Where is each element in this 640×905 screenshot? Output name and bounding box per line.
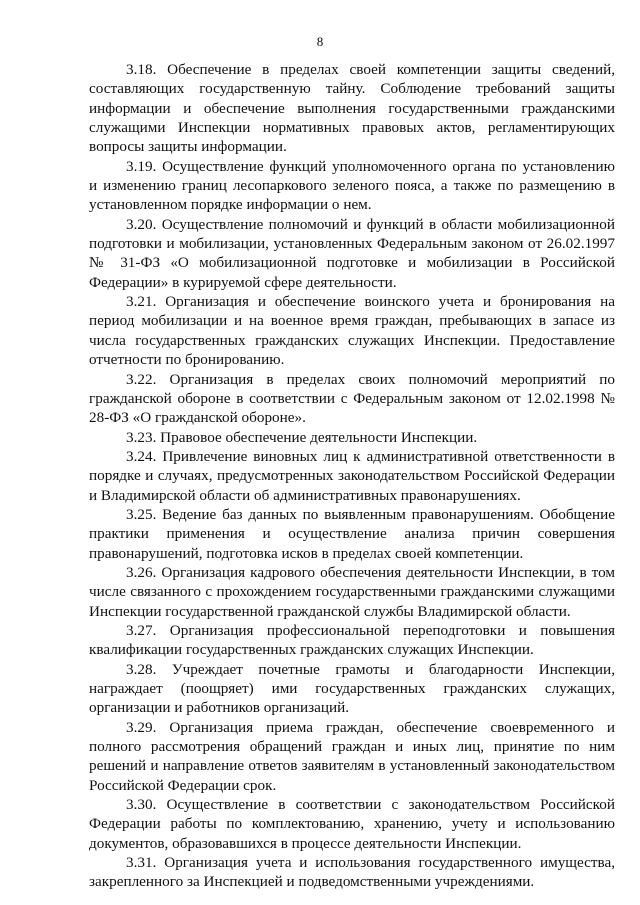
paragraph-3-31: 3.31. Организация учета и использования государственного имущества, закрепленного за Инспекцией и подведомственными учреждениями. <box>89 854 615 891</box>
paragraph-3-24: 3.24. Привлечение виновных лиц к административной ответственности в порядке и случаях, предусмотренных законодательством Российской Федерации и Владимирской области об административных правонарушениях. <box>89 447 615 504</box>
page-number: 8 <box>316 34 324 49</box>
paragraph-3-29: 3.29. Организация приема граждан, обеспечение своевременного и полного рассмотрения обращений граждан и иных лиц, принятие по ним решений и направление ответов заявителям в установленный законодательством Российской Федерации срок. <box>89 718 615 794</box>
paragraph-3-30: 3.30. Осуществление в соответствии с законодательством Российской Федерации работы по комплектованию, хранению, учету и использованию документов, образовавшихся в процессе деятельности Инспекции. <box>89 796 615 852</box>
paragraph-3-20: 3.20. Осуществление полномочий и функций в области мобилизационной подготовки и мобилизации, установленных Федеральным законом от 26.02.1997 № 31-ФЗ «О мобилизационной подготовке и мобилизации в Российской Федерации» в курируемой сфере деятельности. <box>89 215 615 291</box>
paragraph-3-27: 3.27. Организация профессиональной переподготовки и повышения квалификации государственных гражданских служащих Инспекции. <box>89 621 615 659</box>
paragraph-3-19: 3.19. Осуществление функций уполномоченного органа по установлению и изменению границ лесопаркового зеленого пояса, а также по размещению в установленном порядке информации о нем. <box>89 157 615 214</box>
paragraph-3-21: 3.21. Организация и обеспечение воинского учета и бронирования на период мобилизации и на военное время граждан, пребывающих в запасе из числа государственных гражданских служащих Инспекции. Предоставление отчетности по бронированию. <box>89 293 615 369</box>
paragraph-3-18: 3.18. Обеспечение в пределах своей компетенции защиты сведений, составляющих государственную тайну. Соблюдение требований защиты информации и обеспечение выполнения государственными гражданскими служащими Инспекции нормативных правовых актов, регламентирующих вопросы защиты информации. <box>89 61 615 156</box>
paragraph-3-22: 3.22. Организация в пределах своих полномочий мероприятий по гражданской обороне в соответствии с Федеральным законом от 12.02.1998 № 28-ФЗ «О гражданской обороне». <box>89 370 615 427</box>
paragraph-3-26: 3.26. Организация кадрового обеспечения деятельности Инспекции, в том числе связанного с прохождением государственными гражданскими служащими Инспекции государственной гражданской службы Владимирской области. <box>89 563 615 620</box>
paragraph-3-23: 3.23. Правовое обеспечение деятельности Инспекции. <box>126 428 478 446</box>
paragraph-3-25: 3.25. Ведение баз данных по выявленным правонарушениям. Обобщение практики применения и осуществление анализа причин совершения правонарушений, подготовка исков в пределах своей компетенции. <box>89 505 615 562</box>
document-body <box>89 60 615 892</box>
paragraph-3-28: 3.28. Учреждает почетные грамоты и благодарности Инспекции, награждает (поощряет) ими государственных гражданских служащих, организации и работников организаций. <box>89 660 615 717</box>
